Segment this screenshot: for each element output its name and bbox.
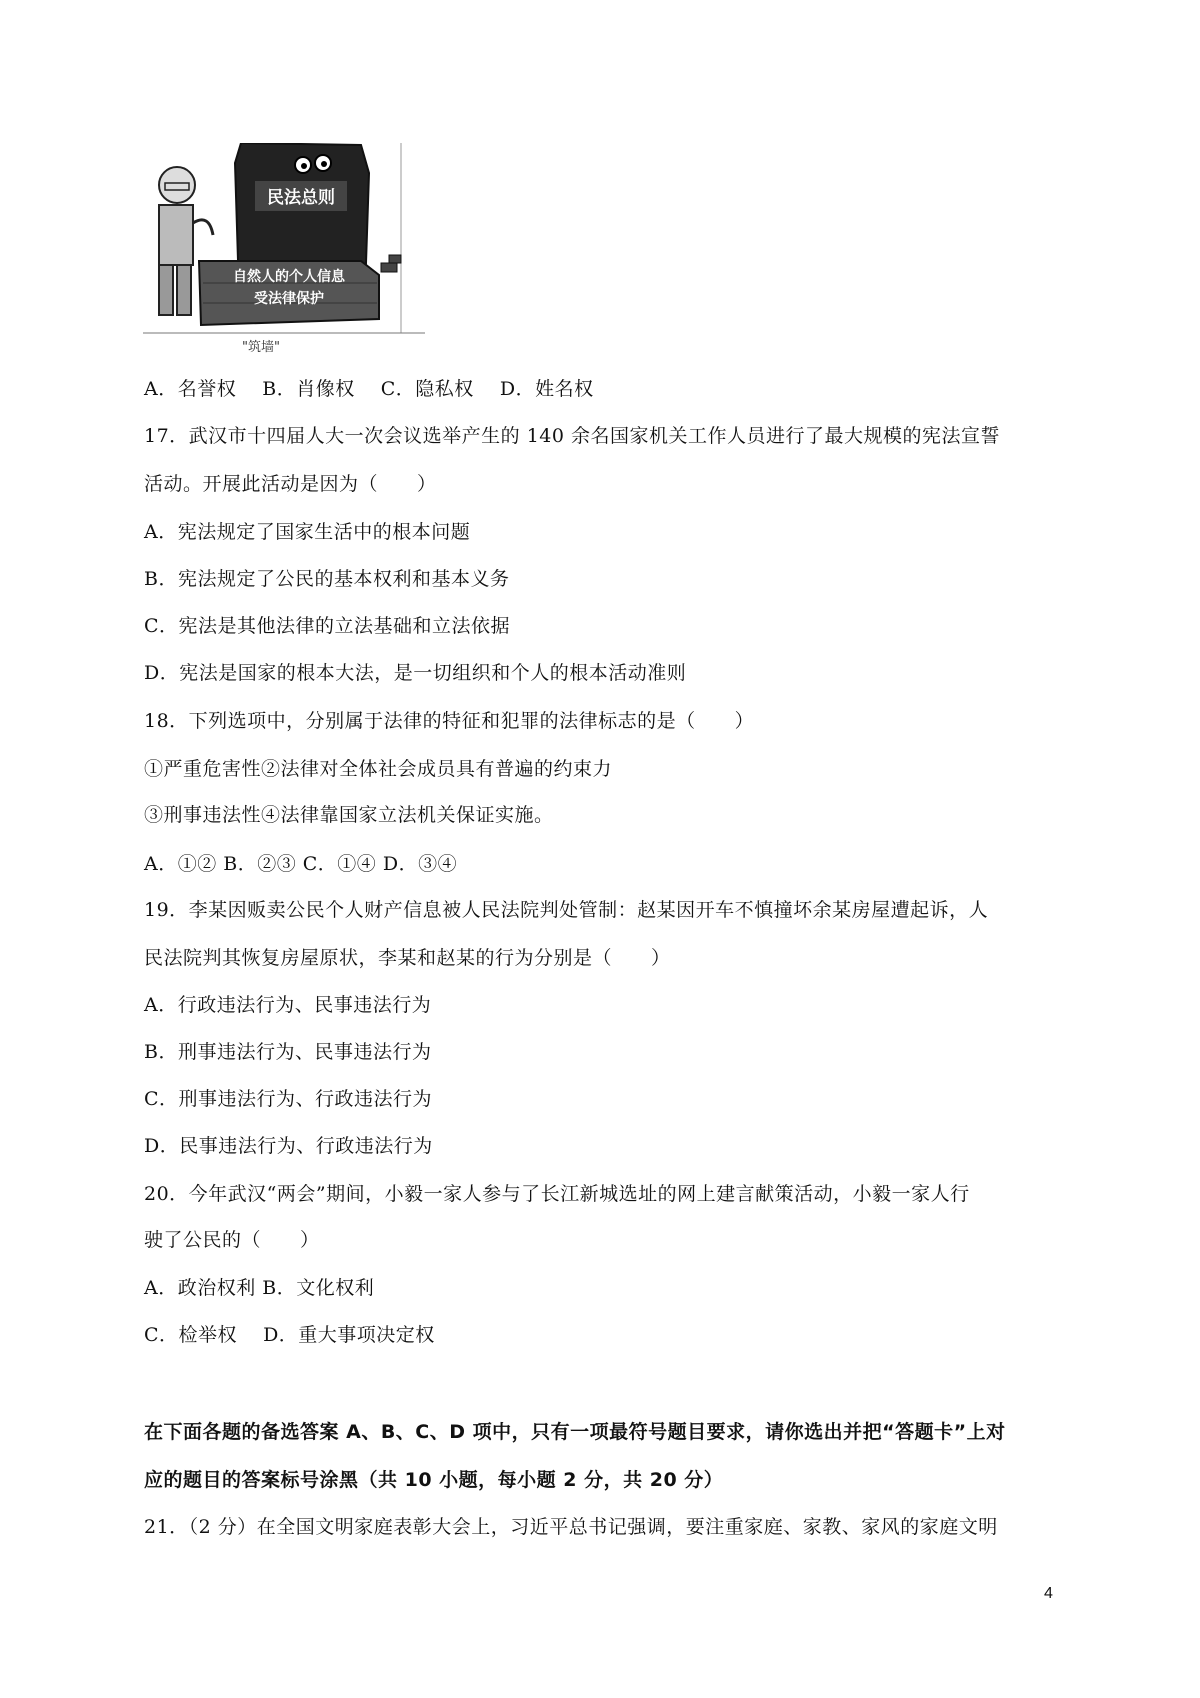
q19-stem-2: 民法院判其恢复房屋原状，李某和赵某的行为分别是（ ） <box>144 947 671 969</box>
q20-options-1: A．政治权利 B．文化权利 <box>144 1277 375 1299</box>
page-number: 4 <box>1044 1585 1053 1602</box>
book-label: 民法总则 <box>267 188 335 208</box>
q17-option-c: C．宪法是其他法律的立法基础和立法依据 <box>144 615 511 637</box>
q17-stem-2: 活动。开展此活动是因为（ ） <box>144 473 437 495</box>
q19-option-a: A．行政违法行为、民事违法行为 <box>144 994 432 1016</box>
q20-stem-1: 20．今年武汉“两会”期间，小毅一家人参与了长江新城选址的网上建言献策活动，小毅一家人行 <box>144 1183 970 1205</box>
q20-options-2: C．检举权 D．重大事项决定权 <box>144 1324 435 1346</box>
q17-option-b: B．宪法规定了公民的基本权利和基本义务 <box>144 568 510 590</box>
wall-text-2: 受法律保护 <box>254 291 324 307</box>
cartoon-figure <box>143 143 425 363</box>
q19-stem-1: 19．李某因贩卖公民个人财产信息被人民法院判处管制：赵某因开车不慎撞坏余某房屋遭起诉，人 <box>144 899 989 921</box>
q19-option-c: C．刑事违法行为、行政违法行为 <box>144 1088 433 1110</box>
q18-options: A．①② B．②③ C．①④ D．③④ <box>144 853 458 875</box>
q18-item-1: ①严重危害性②法律对全体社会成员具有普遍的约束力 <box>144 758 613 780</box>
section-instructions-1: 在下面各题的备选答案 A、B、C、D 项中，只有一项最符号题目要求，请你选出并把“答题卡”上对 <box>144 1421 1006 1443</box>
figure-caption: "筑墙" <box>242 340 280 355</box>
q17-option-a: A．宪法规定了国家生活中的根本问题 <box>144 521 471 543</box>
q19-option-d: D．民事违法行为、行政违法行为 <box>144 1135 433 1157</box>
q20-stem-2: 驶了公民的（ ） <box>144 1229 320 1251</box>
q21-stem-1: 21．（2 分）在全国文明家庭表彰大会上，习近平总书记强调，要注重家庭、家教、家风的家庭文明 <box>144 1516 998 1538</box>
wall-text-1: 自然人的个人信息 <box>233 269 345 285</box>
q18-item-2: ③刑事违法性④法律靠国家立法机关保证实施。 <box>144 804 554 826</box>
q19-option-b: B．刑事违法行为、民事违法行为 <box>144 1041 432 1063</box>
q17-option-d: D．宪法是国家的根本大法，是一切组织和个人的根本活动准则 <box>144 662 687 684</box>
q17-stem-1: 17．武汉市十四届人大一次会议选举产生的 140 余名国家机关工作人员进行了最大规模的宪法宣誓 <box>144 425 1001 447</box>
q16-options: A．名誉权 B．肖像权 C．隐私权 D．姓名权 <box>144 378 594 400</box>
section-instructions-2: 应的题目的答案标号涂黑（共 10 小题，每小题 2 分，共 20 分） <box>144 1469 724 1491</box>
man-body <box>159 205 193 265</box>
q18-stem: 18．下列选项中，分别属于法律的特征和犯罪的法律标志的是（ ） <box>144 710 755 732</box>
